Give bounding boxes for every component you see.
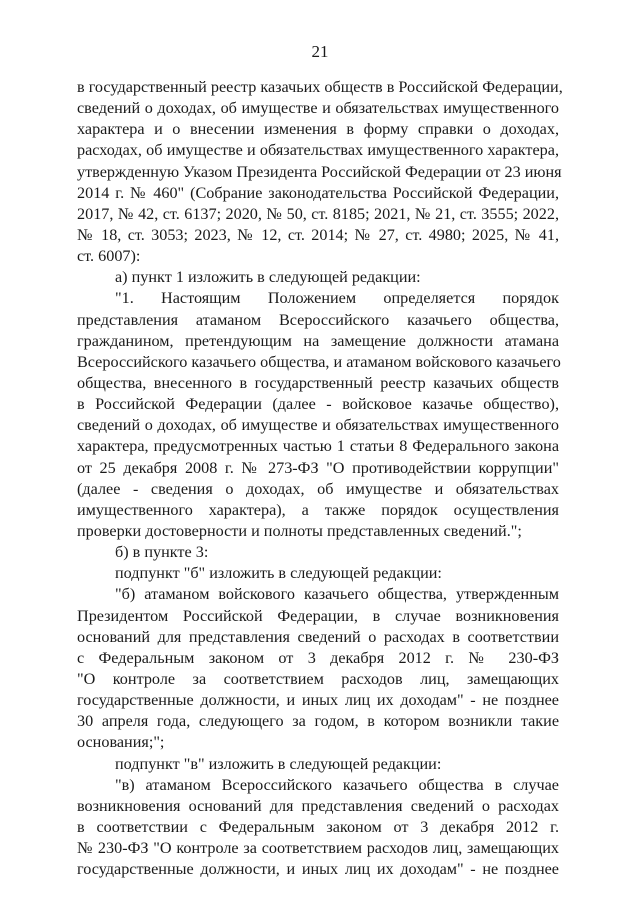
text-line: в государственный реестр казачьих обществ в Российской Федерации,	[77, 78, 563, 96]
text-line: подпункт "б" изложить в следующей редакции:	[115, 564, 442, 583]
text-line: б) в пункте 3:	[115, 543, 209, 562]
text-line: представления атаманом Всероссийского казачьего общества,	[77, 310, 559, 329]
text-line: в Российской Федерации (далее - войсковое казачье общество),	[77, 395, 559, 414]
text-line: подпункт "в" изложить в следующей редакции:	[115, 754, 442, 773]
page-number: 21	[311, 42, 329, 61]
text-line: (далее - сведения о доходах, об имуществе и обязательствах	[77, 479, 559, 498]
text-line: 30 апреля года, следующего за годом, в котором возникли такие	[77, 712, 559, 731]
text-line: государственные должности, и иных лиц их доходам" - не позднее	[77, 691, 559, 710]
text-line: общества, внесенного в государственный реестр казачьих обществ	[77, 373, 559, 392]
text-line: оснований для представления сведений о расходах в соответствии	[77, 627, 559, 646]
text-line: Всероссийского казачьего общества, и атаманом войскового казачьего	[77, 352, 561, 371]
text-line: "О контроле за соответствием расходов лиц, замещающих	[77, 669, 559, 688]
text-line: сведений о доходах, об имуществе и обязательствах имущественного	[77, 99, 559, 118]
text-line: сведений о доходах, об имуществе и обязательствах имущественного	[77, 416, 559, 435]
text-line: "1. Настоящим Положением определяется порядок	[115, 289, 559, 308]
text-line: характера и о внесении изменения в форму справки о доходах,	[77, 120, 559, 139]
text-line: ст. 6007):	[77, 247, 141, 266]
text-line: № 230-ФЗ "О контроле за соответствием расходов лиц, замещающих	[77, 839, 559, 858]
text-line: проверки достоверности и полноты представленных сведений.";	[77, 521, 522, 540]
text-line: возникновения оснований для представления сведений о расходах	[77, 796, 559, 815]
text-line: "б) атаманом войскового казачьего общества, утвержденным	[115, 585, 559, 604]
text-line: Президентом Российской Федерации, в случае возникновения	[77, 606, 559, 625]
text-line: от 25 декабря 2008 г. № 273-ФЗ "О противодействии коррупции"	[77, 458, 559, 477]
text-line: характера, предусмотренных частью 1 статьи 8 Федерального закона	[77, 437, 559, 456]
text-line: "в) атаманом Всероссийского казачьего общества в случае	[115, 775, 559, 794]
text-line: а) пункт 1 изложить в следующей редакции:	[115, 268, 421, 287]
text-line: 2017, № 42, ст. 6137; 2020, № 50, ст. 8185; 2021, № 21, ст. 3555; 2022,	[77, 204, 559, 223]
text-line: основания;";	[77, 733, 165, 752]
text-line: гражданином, претендующим на замещение должности атамана	[77, 331, 559, 350]
text-line: расходах, об имуществе и обязательствах имущественного характера,	[77, 141, 559, 160]
text-line: в соответствии с Федеральным законом от 3 декабря 2012 г.	[77, 817, 559, 836]
text-line: 2014 г. № 460" (Собрание законодательства Российской Федерации,	[77, 183, 559, 202]
text-line: имущественного характера), а также порядок осуществления	[77, 500, 559, 519]
text-line: государственные должности, и иных лиц их доходам" - не позднее	[77, 860, 559, 879]
text-line: № 18, ст. 3053; 2023, № 12, ст. 2014; № 27, ст. 4980; 2025, № 41,	[77, 225, 559, 244]
document-body	[77, 77, 563, 880]
text-line: утвержденную Указом Президента Российской Федерации от 23 июня	[77, 162, 562, 181]
text-line: с Федеральным законом от 3 декабря 2012 г. № 230-ФЗ	[77, 648, 559, 667]
